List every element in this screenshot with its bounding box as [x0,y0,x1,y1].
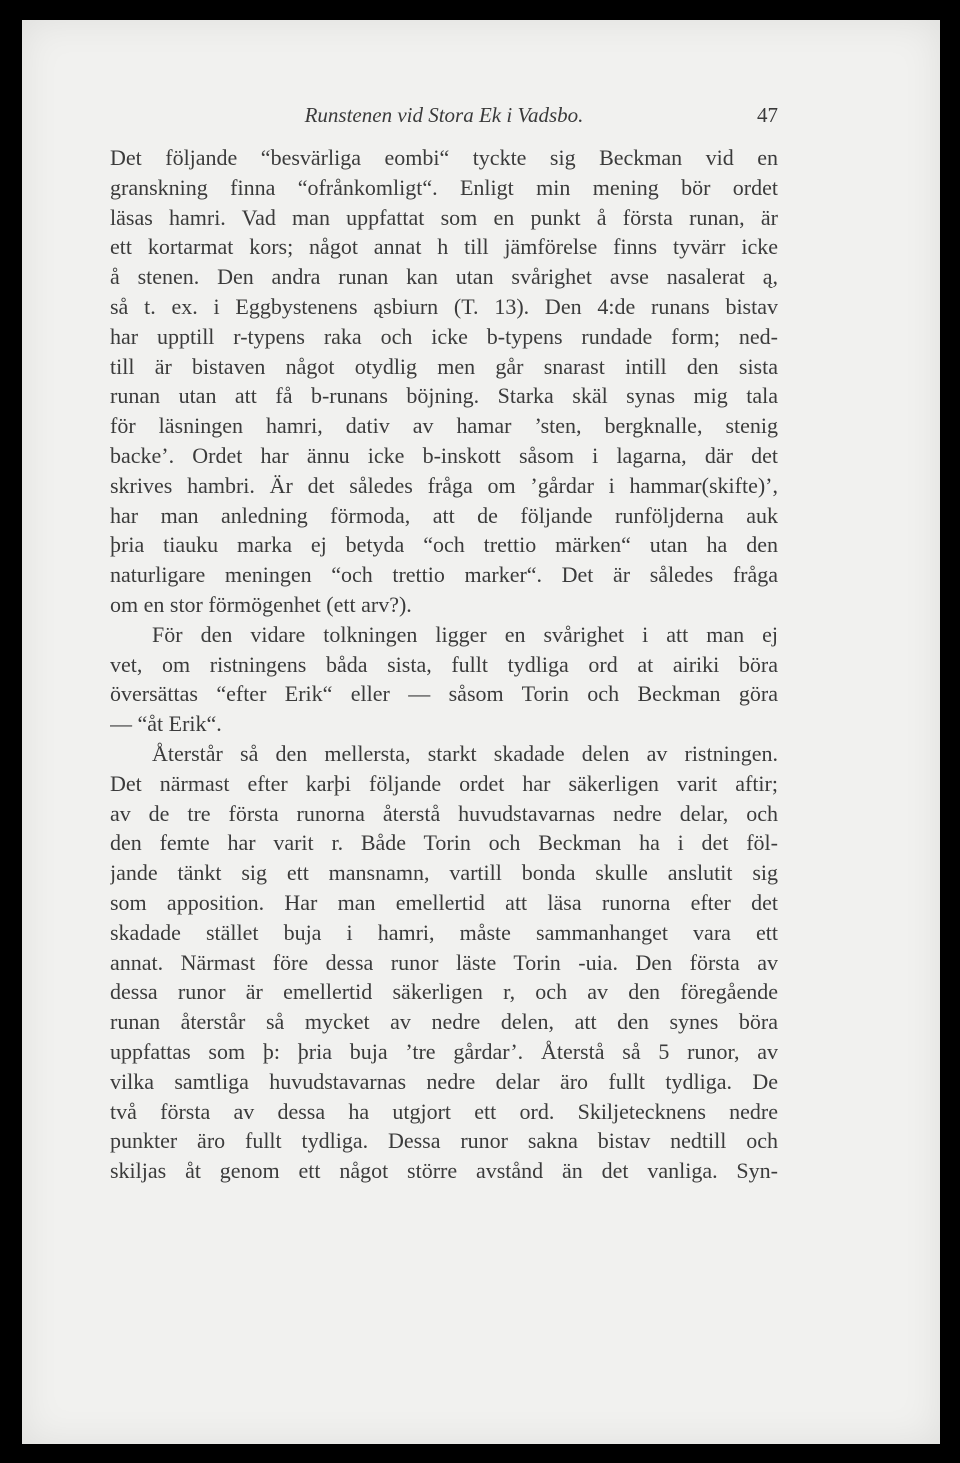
text-line: þria tiauku marka ej betyda “och trettio märken“ utan ha den [110,532,778,558]
text-line: har man anledning förmoda, att de följande runföljderna auk [110,502,778,528]
running-title: Runstenen vid Stora Ek i Vadsbo. [304,103,584,127]
text-line: som apposition. Har man emellertid att läsa runorna efter det [110,889,778,915]
text-line: punkter äro fullt tydliga. Dessa runor sakna bistav nedtill och [110,1128,778,1154]
text-line: vilka samtliga huvudstavarnas nedre delar äro fullt tydliga. De [110,1068,778,1094]
text-line: har upptill r-typens raka och icke b-typens rundade form; ned- [110,323,778,349]
text-line: backe’. Ordet har ännu icke b-inskott såsom i lagarna, där det [110,442,778,468]
text-line: skiljas åt genom ett något större avstånd än det vanliga. Syn- [110,1158,778,1184]
text-line: runan utan att få b-runans böjning. Starka skäl synas mig tala [110,383,778,409]
text-line: för läsningen hamri, dativ av hamar ’sten, bergknalle, stenig [110,413,778,439]
text-line: översättas “efter Erik“ eller — såsom Torin och Beckman göra [110,681,778,707]
text-line: naturligare meningen “och trettio marker“. Det är således fråga [110,562,778,588]
body-text [110,143,778,1186]
text-line: om en stor förmögenhet (ett arv?). [110,591,412,617]
text-line: annat. Närmast före dessa runor läste Torin -uia. Den första av [110,949,778,975]
text-line: — “åt Erik“. [110,711,222,737]
text-line: Det följande “besvärliga eombi“ tyckte sig Beckman vid en [110,145,778,170]
text-line: å stenen. Den andra runan kan utan svårighet avse nasalerat ą, [110,264,778,290]
text-line: skrives hambri. Är det således fråga om ’gårdar i hammar(skifte)’, [110,472,778,498]
text-line: uppfattas som þ: þria buja ’tre gårdar’. Återstå så 5 runor, av [110,1038,778,1064]
page-header [110,103,778,133]
text-line: den femte har varit r. Både Torin och Beckman ha i det föl- [110,830,778,856]
text-line: två första av dessa ha utgjort ett ord. Skiljetecknens nedre [110,1098,778,1124]
text-line: så t. ex. i Eggbystenens ąsbiurn (T. 13). Den 4:de runans bistav [110,293,778,319]
text-line: läsas hamri. Vad man uppfattat som en punkt å första runan, är [110,204,778,230]
text-line: dessa runor är emellertid säkerligen r, och av den föregående [110,979,778,1005]
text-line: till är bistaven något otydlig men går snarast intill den sista [110,353,778,379]
page-number: 47 [757,103,778,127]
text-line: skadade stället buja i hamri, måste sammanhanget vara ett [110,919,778,945]
text-line: jande tänkt sig ett mansnamn, vartill bonda skulle anslutit sig [110,860,778,886]
text-line: Återstår så den mellersta, starkt skadade delen av ristningen. [152,740,778,766]
text-line: vet, om ristningens båda sista, fullt tydliga ord at airiki böra [110,651,778,677]
text-line: Det närmast efter karþi följande ordet har säkerligen varit aftir; [110,770,778,796]
text-line: För den vidare tolkningen ligger en svårighet i att man ej [152,621,778,647]
text-line: av de tre första runorna återstå huvudstavarnas nedre delar, och [110,800,778,826]
text-line: ett kortarmat kors; något annat h till jämförelse finns tyvärr icke [110,234,778,260]
text-line: granskning finna “ofrånkomligt“. Enligt min mening bör ordet [110,174,778,200]
text-line: runan återstår så mycket av nedre delen, att den synes böra [110,1009,778,1035]
